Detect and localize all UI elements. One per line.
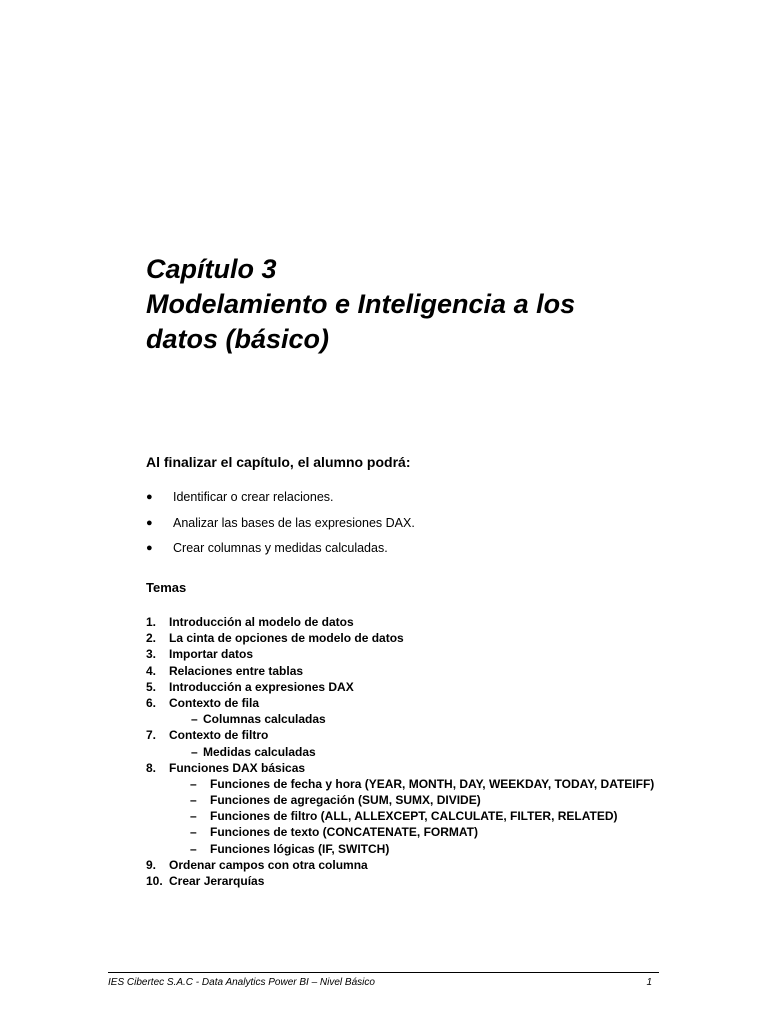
objectives-list [146, 489, 415, 566]
topics-heading: Temas [146, 580, 187, 595]
topic-subitem-label: Funciones de filtro (ALL, ALLEXCEPT, CALCULATE, FILTER, RELATED) [210, 809, 618, 824]
objective-item [146, 489, 415, 515]
dash-icon: – [191, 712, 198, 727]
dash-icon: – [190, 825, 197, 840]
page-number: 1 [646, 977, 652, 988]
topic-subitem-label: Funciones de texto (CONCATENATE, FORMAT) [210, 825, 478, 840]
topic-number: 6. [146, 695, 157, 710]
topic-subitem [146, 711, 654, 727]
objective-item [146, 515, 415, 541]
topic-subitem-label: Columnas calculadas [203, 712, 326, 727]
topic-label: Funciones DAX básicas [169, 760, 306, 775]
objective-text: Crear columnas y medidas calculadas. [173, 541, 388, 555]
topic-label: Crear Jerarquías [169, 874, 265, 888]
topic-item [146, 857, 654, 873]
bullet-icon: ● [146, 542, 153, 554]
topic-item [146, 695, 654, 711]
topic-subitem-label: Funciones lógicas (IF, SWITCH) [210, 841, 390, 856]
topic-subitem [146, 792, 654, 808]
topic-item [146, 614, 654, 630]
topic-number: 5. [146, 679, 157, 694]
chapter-label: Capítulo 3 [146, 254, 277, 284]
topic-item [146, 646, 654, 662]
topic-label: Introducción a expresiones DAX [169, 679, 354, 694]
topic-label: Ordenar campos con otra columna [169, 857, 368, 872]
topic-subitem [146, 824, 654, 840]
bullet-icon: ● [146, 516, 153, 529]
topic-subitem [146, 744, 654, 760]
topic-subitem-label: Funciones de agregación (SUM, SUMX, DIVIDE) [210, 793, 481, 808]
topic-label: La cinta de opciones de modelo de datos [169, 631, 404, 646]
topic-subitem [146, 776, 654, 792]
topic-item [146, 679, 654, 695]
footer-divider [108, 972, 659, 973]
topic-number: 3. [146, 647, 157, 662]
topic-subitem [146, 808, 654, 824]
objective-text: Identificar o crear relaciones. [173, 490, 334, 504]
chapter-heading [146, 252, 666, 357]
topic-number: 1. [146, 615, 157, 629]
topic-number: 7. [146, 728, 157, 743]
dash-icon: – [190, 841, 197, 856]
dash-icon: – [190, 809, 197, 824]
topic-label: Importar datos [169, 647, 254, 662]
bullet-icon: ● [146, 491, 153, 503]
topic-label: Relaciones entre tablas [169, 663, 304, 678]
topic-subitem [146, 841, 654, 857]
topic-subitem-label: Medidas calculadas [203, 744, 316, 759]
dash-icon: – [191, 744, 198, 759]
topics-list [146, 614, 654, 889]
topic-item [146, 727, 654, 743]
topic-label: Introducción al modelo de datos [169, 615, 354, 629]
topic-item [146, 760, 654, 776]
topic-number: 2. [146, 631, 157, 646]
dash-icon: – [190, 793, 197, 808]
dash-icon: – [190, 776, 197, 791]
topic-number: 8. [146, 760, 157, 775]
footer-text: IES Cibertec S.A.C - Data Analytics Power BI – Nivel Básico [108, 977, 375, 988]
objective-item [146, 540, 415, 566]
objective-text: Analizar las bases de las expresiones DAX. [173, 515, 415, 530]
topic-item [146, 663, 654, 679]
objectives-heading: Al finalizar el capítulo, el alumno podrá: [146, 454, 411, 470]
chapter-title-line-2: datos (básico) [146, 324, 330, 354]
topic-label: Contexto de fila [169, 695, 260, 710]
topic-item [146, 873, 654, 889]
topic-item [146, 630, 654, 646]
topic-number: 10. [146, 874, 163, 888]
topic-number: 4. [146, 663, 157, 678]
topic-subitem-label: Funciones de fecha y hora (YEAR, MONTH, DAY, WEEKDAY, TODAY, DATEIFF) [210, 776, 655, 791]
chapter-title-line-1: Modelamiento e Inteligencia a los [146, 289, 576, 319]
topic-label: Contexto de filtro [169, 728, 269, 743]
topic-number: 9. [146, 857, 157, 872]
